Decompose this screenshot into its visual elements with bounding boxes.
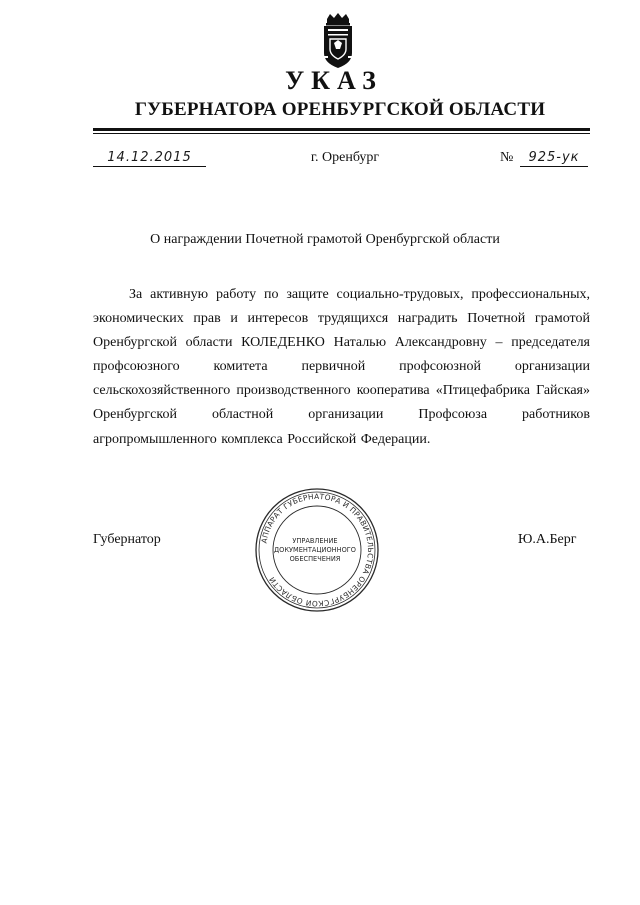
number-label: № [500,150,514,165]
coat-of-arms-icon [318,13,358,69]
city-label: г. Оренбург [310,150,380,165]
date-field: 14.12.2015 [93,150,206,167]
stamp-line-1: УПРАВЛЕНИЕ [292,537,338,545]
signature-name: Ю.А.Берг [518,532,577,547]
issuer-title: ГУБЕРНАТОРА ОРЕНБУРГСКОЙ ОБЛАСТИ [134,99,546,120]
decree-title: УКАЗ [285,66,383,95]
number-field: 925-ук [520,150,588,167]
header-rule-thin [93,133,590,134]
decree-subject: О награждении Почетной грамотой Оренбургской области [150,232,500,247]
header-rule-thick [93,128,590,131]
stamp-line-3: ОБЕСПЕЧЕНИЯ [289,555,341,563]
stamp-line-2: ДОКУМЕНТАЦИОННОГО [274,546,356,554]
official-stamp [253,488,381,612]
signature-position: Губернатор [93,532,161,547]
decree-body: За активную работу по защите социально-трудовых, профессиональных, экономических прав и интересов трудящихся наградить Почетной грамотой Оренбургской области КОЛЕДЕНКО Наталью Александровну – председателя профсоюзного комитета первичной профсоюзной организации сельскохозяйственного производственного кооператива «Птицефабрика Гайская» Оренбургской областной организации Профсоюза работников агропромышленного комплекса Российской Федерации. [93,287,590,447]
stamp-ring-text: АППАРАТ ГУБЕРНАТОРА И ПРАВИТЕЛЬСТВА ОРЕНБУРГСКОЙ ОБЛАСТИ [259,491,376,609]
